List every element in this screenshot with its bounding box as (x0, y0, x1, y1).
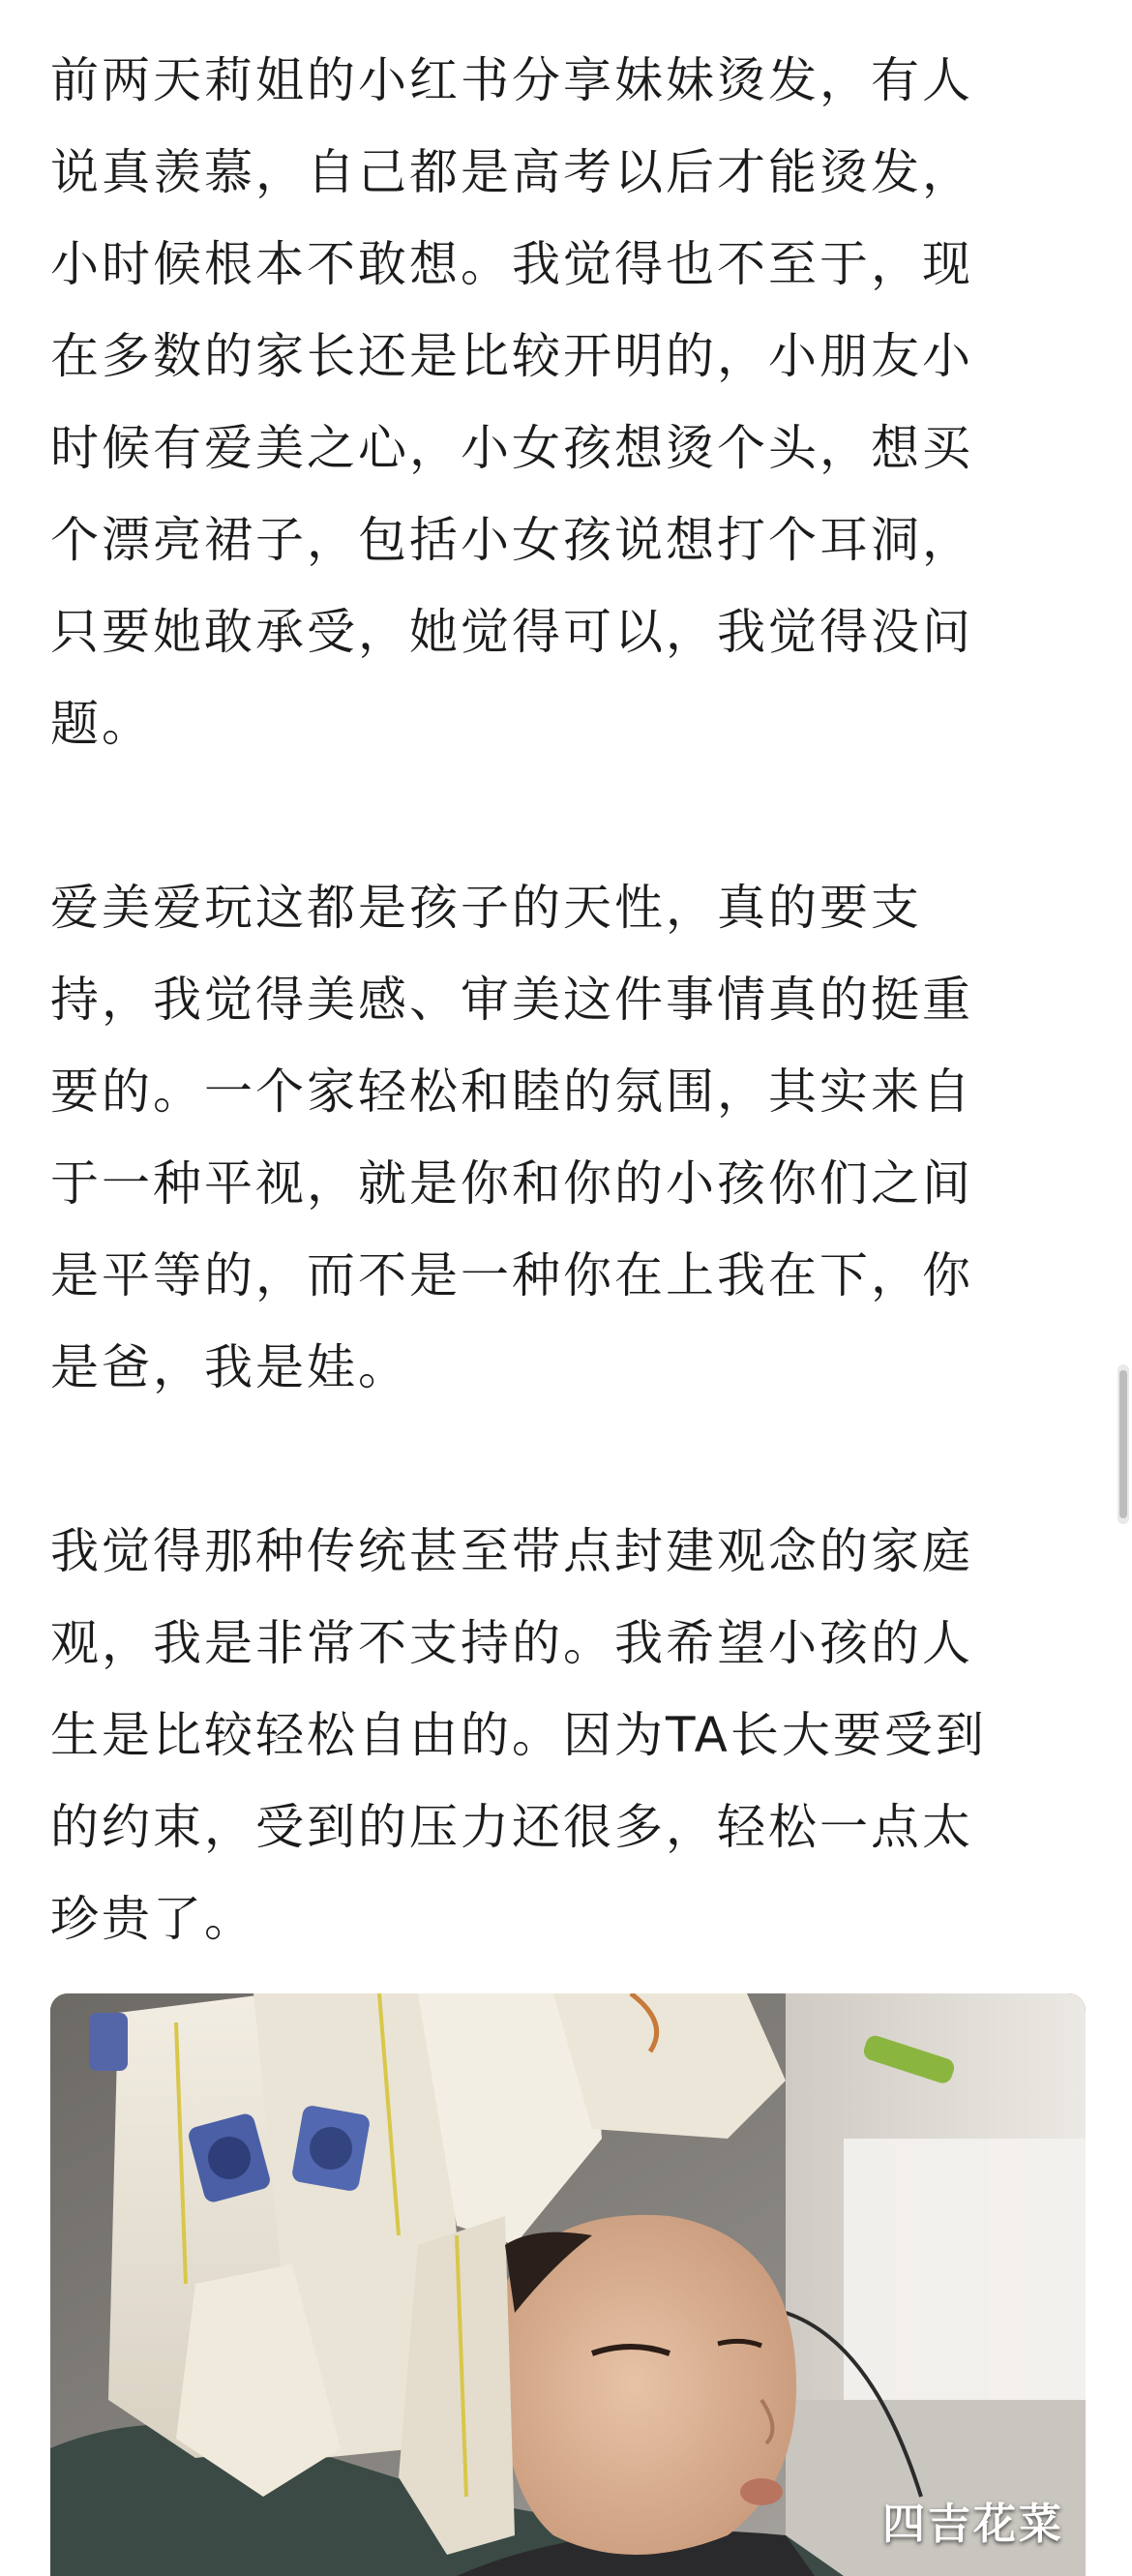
page-scrollbar[interactable] (1117, 1364, 1129, 1524)
article-body (50, 35, 1086, 1965)
article-photo (50, 1993, 1086, 2576)
scrollbar-thumb[interactable] (1119, 1370, 1127, 1518)
watermark-text: 四吉花菜 (882, 2500, 1064, 2549)
article-paragraph-3: 我觉得那种传统甚至带点封建观念的家庭 观，我是非常不支持的。我希望小孩的人 生是比较轻松自由的。因为TA长大要受到 的约束，受到的压力还很多，轻松一点太 珍贵了。 (50, 1523, 987, 1947)
article-paragraph-1: 前两天莉姐的小红书分享妹妹烫发，有人 说真羡慕，自己都是高考以后才能烫发， 小时候根本不敢想。我觉得也不至于，现 在多数的家长还是比较开明的，小朋友小 时候有爱美之心，小女孩想烫个头，想买 个漂亮裙子，包括小女孩说想打个耳洞， 只要她敢承受，她觉得可以，我觉得没问 题。 (50, 52, 973, 752)
article-paragraph-2: 爱美爱玩这都是孩子的天性，真的要支 持，我觉得美感、审美这件事情真的挺重 要的。一个家轻松和睦的氛围，其实来自 于一种平视，就是你和你的小孩你们之间 是平等的，而不是一种你在上我在下，你 是爸，我是娃。 (50, 880, 973, 1395)
